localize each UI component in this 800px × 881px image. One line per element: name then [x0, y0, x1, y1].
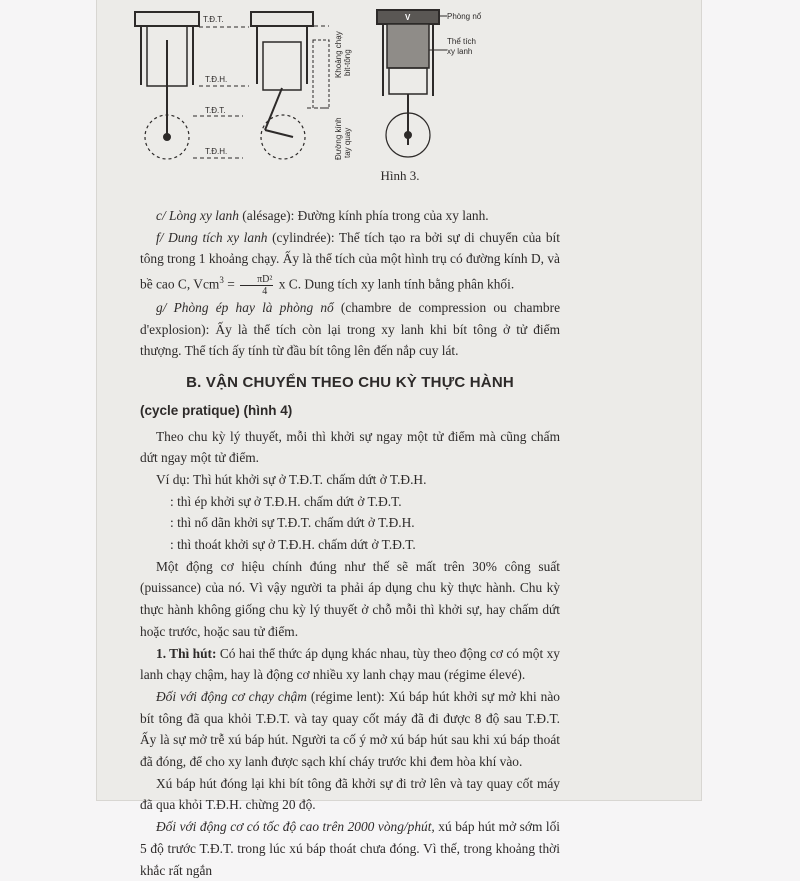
paragraph-intake [140, 643, 560, 686]
paragraph-g [140, 297, 560, 362]
term-slow-engine: Đối với động cơ chạy chậm [156, 688, 307, 704]
engine-diagram-figure [133, 0, 503, 165]
example-line: : thì nổ dãn khởi sự T.Đ.T. chấm dứt ở T.Đ.H. [170, 515, 415, 531]
piston-diagram-3 [377, 10, 439, 157]
paragraph-c [140, 205, 560, 227]
example-intro: Ví dụ: Thì hút khởi sự ở T.Đ.T. chấm dứt ở T.Đ.H. [156, 471, 427, 487]
label-khoang-chay-line2: bit-tông [343, 49, 352, 76]
paragraph-text: Có hai thể thức áp dụng khác nhau, tùy theo động cơ có một xy lanh chạy chậm, hay là động cơ nhiều xy lanh chạy mau (régime élevé). [140, 645, 560, 683]
paragraph-text: xú báp hút mở sớm lối 5 độ trước T.Đ.T. trong lúc xú báp thoát chưa đóng. Vì thế, trong khoảng thời khắc rất ngắn [140, 819, 560, 878]
label-phong-no: Phòng nổ [447, 12, 482, 21]
definition-text: x C. Dung tích xy lanh tính bằng phân khối. [275, 276, 515, 292]
section-title: B. VẬN CHUYỂN THEO CHU KỲ THỰC HÀNH [186, 374, 514, 392]
paragraph-theory: Theo chu kỳ lý thuyết, mỗi thì khởi sự ngay một tử điểm mà cũng chấm dứt ngay một tử điểm. [140, 428, 560, 466]
formula-fraction [240, 274, 273, 297]
paragraph-valve-close: Xú báp hút đóng lại khi bít tông đã khởi sự đi trở lên và tay quay cốt máy đã qua khỏi T.Đ.H. chừng 20 độ. [140, 775, 560, 813]
label-the-tich-line2: xy lanh [447, 47, 473, 56]
superscript: 3 [219, 275, 224, 286]
term-phong-ep: g/ Phòng ép hay là phòng nổ [156, 300, 334, 315]
fraction-denominator: 4 [262, 286, 268, 297]
definition-text: (chambre de compression ou chambre d'explosion): Ấy là thể tích còn lại trong xy lanh khi bít tông ở tử điểm thượng. Thể tích ấy tính từ đầu bít tông lên đến nắp cuy lát. [140, 300, 561, 359]
label-tdh-1: T.Đ.H. [205, 75, 228, 84]
definition-text: (cylindrée): Thể tích tạo ra bởi sự di chuyển của bít tông trong 1 khoảng chạy. Ấy là thể tích của một hình trụ có đường kính D, và bề cao C, Vcm [140, 229, 560, 292]
example-line: : thì thoát khởi sự ở T.Đ.H. chấm dứt ở T.Đ.T. [170, 537, 416, 553]
paragraph-slow-engine [140, 686, 560, 773]
piston-diagram-2 [251, 12, 329, 159]
example-line: : thì ép khởi sự ở T.Đ.H. chấm dứt ở T.Đ.T. [170, 493, 402, 509]
term-fast-engine: Đối với động cơ có tốc độ cao trên 2000 vòng/phút, [156, 819, 435, 835]
paragraph-f [140, 227, 560, 297]
label-tdh-2: T.Đ.H. [205, 147, 228, 156]
paragraph-text: (régime lent): Xú báp hút khởi sự mở khi nào bít tông đã qua khỏi T.Đ.T. và tay quay cốt máy đã đi được 8 độ sau T.Đ.T. Ấy là sự mở trễ xú báp hút. Người ta cố ý mở xú báp hút sau khi xú báp thoát đã đóng, để cho xy lanh được sạch khí cháy trước khi đem hòa khí vào. [140, 688, 560, 770]
heading-thi-hut: 1. Thì hút: [156, 645, 217, 661]
label-v-mark: V [405, 13, 411, 22]
paragraph-practical: Một động cơ hiệu chính đúng như thế sẽ mất trên 30% công suất (puissance) của nó. Vì vậy người ta phải áp dụng chu kỳ thực hành. Chu kỳ thực hành không giống chu kỳ lý thuyết ở chỗ mỗi thì khởi sự, hay chấm dứt hoặc trước, hoặc sau tử điểm. [140, 558, 560, 639]
equals-sign: = [223, 276, 235, 292]
definition-text: (alésage): Đường kính phía trong của xy lanh. [238, 208, 489, 223]
label-tdt-2: T.Đ.T. [205, 106, 226, 115]
label-tdt-1: T.Đ.T. [203, 15, 224, 24]
label-duong-kinh-line1: Đường kính [334, 117, 343, 160]
figure-caption: Hình 3. [380, 168, 420, 183]
term-dung-tich: f/ Dung tích xy lanh [156, 229, 268, 245]
label-duong-kinh-line2: tay quay [343, 127, 352, 158]
paragraph-fast-engine [140, 816, 560, 881]
piston-diagram-1 [135, 12, 199, 159]
label-khoang-chay-line1: Khoảng chạy [334, 31, 343, 78]
fraction-numerator: πD² [240, 274, 273, 286]
subsection-title: (cycle pratique) (hình 4) [140, 402, 293, 418]
term-long-xy-lanh: c/ Lòng xy lanh [156, 208, 239, 223]
page-body-text [140, 205, 560, 881]
label-the-tich-line1: Thể tích [447, 37, 476, 46]
